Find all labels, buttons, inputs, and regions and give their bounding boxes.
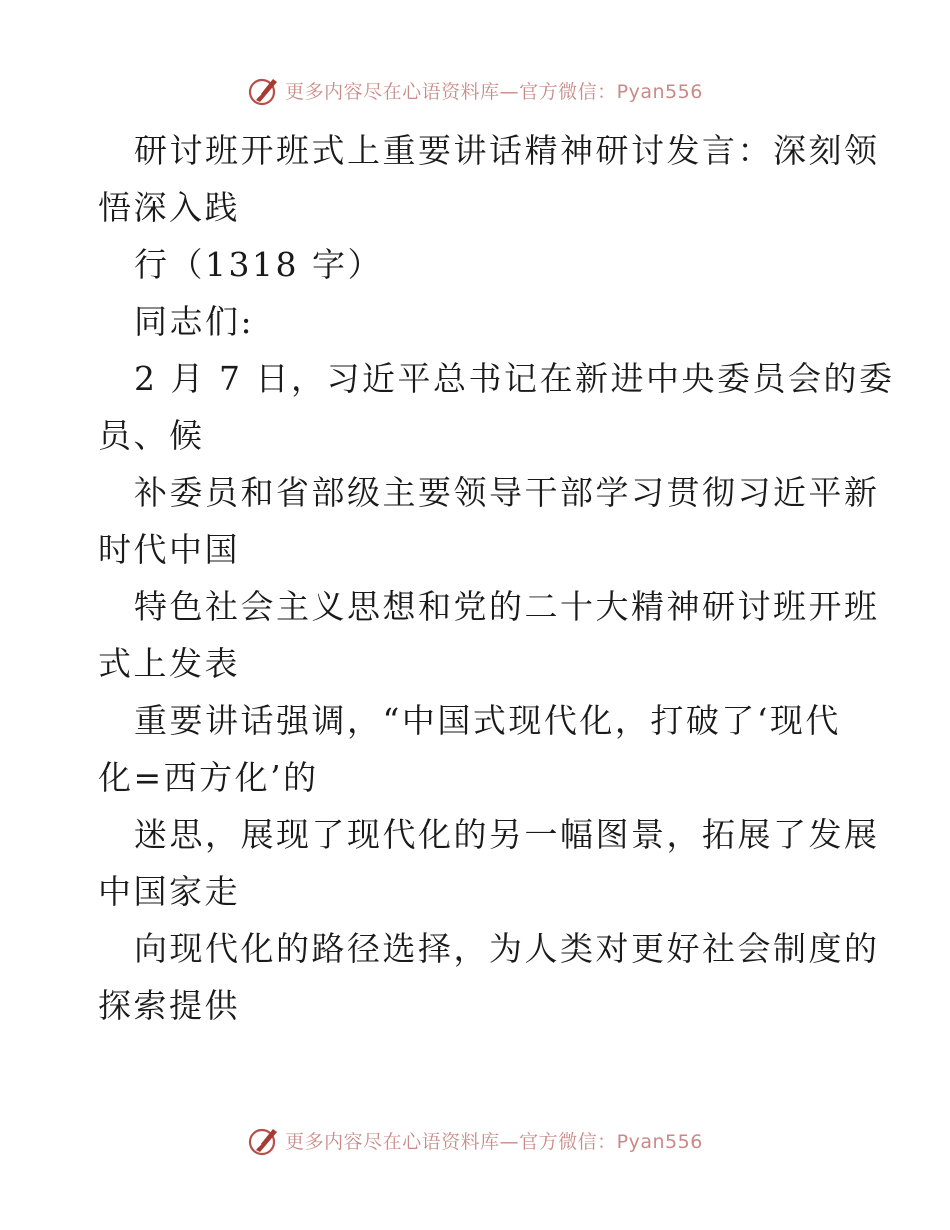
paragraph-line: 员、候 <box>98 416 205 455</box>
watermark-text: 更多内容尽在心语资料库—官方微信：Pyan556 <box>285 80 703 103</box>
quill-pen-logo-icon <box>247 1123 281 1157</box>
quill-pen-logo-icon <box>247 73 281 107</box>
paragraph-line: 化=西方化’的 <box>98 758 319 797</box>
paragraph-line: 补委员和省部级主要领导干部学习贯彻习近平新 <box>134 473 880 512</box>
title-line-2: 悟深入践 <box>98 188 240 227</box>
footer-watermark <box>0 1120 950 1160</box>
watermark-text: 更多内容尽在心语资料库—官方微信：Pyan556 <box>285 1130 703 1153</box>
paragraph-line: 特色社会主义思想和党的二十大精神研讨班开班 <box>134 587 880 626</box>
paragraph-line: 向现代化的路径选择，为人类对更好社会制度的 <box>134 929 880 968</box>
paragraph-line: 重要讲话强调，“中国式现代化，打破了‘现代 <box>134 701 841 740</box>
paragraph-line: 探索提供 <box>98 986 240 1025</box>
paragraph-line: 中国家走 <box>98 872 240 911</box>
paragraph-line: 式上发表 <box>98 644 240 683</box>
paragraph-line: 2 月 7 日，习近平总书记在新进中央委员会的委 <box>134 359 895 398</box>
salutation: 同志们: <box>134 302 255 341</box>
document-body <box>98 122 895 1034</box>
header-watermark <box>0 70 950 110</box>
title-line-1: 研讨班开班式上重要讲话精神研讨发言：深刻领 <box>134 131 880 170</box>
paragraph-line: 迷思，展现了现代化的另一幅图景，拓展了发展 <box>134 815 880 854</box>
paragraph-line: 时代中国 <box>98 530 240 569</box>
title-line-3: 行（1318 字） <box>134 245 383 284</box>
